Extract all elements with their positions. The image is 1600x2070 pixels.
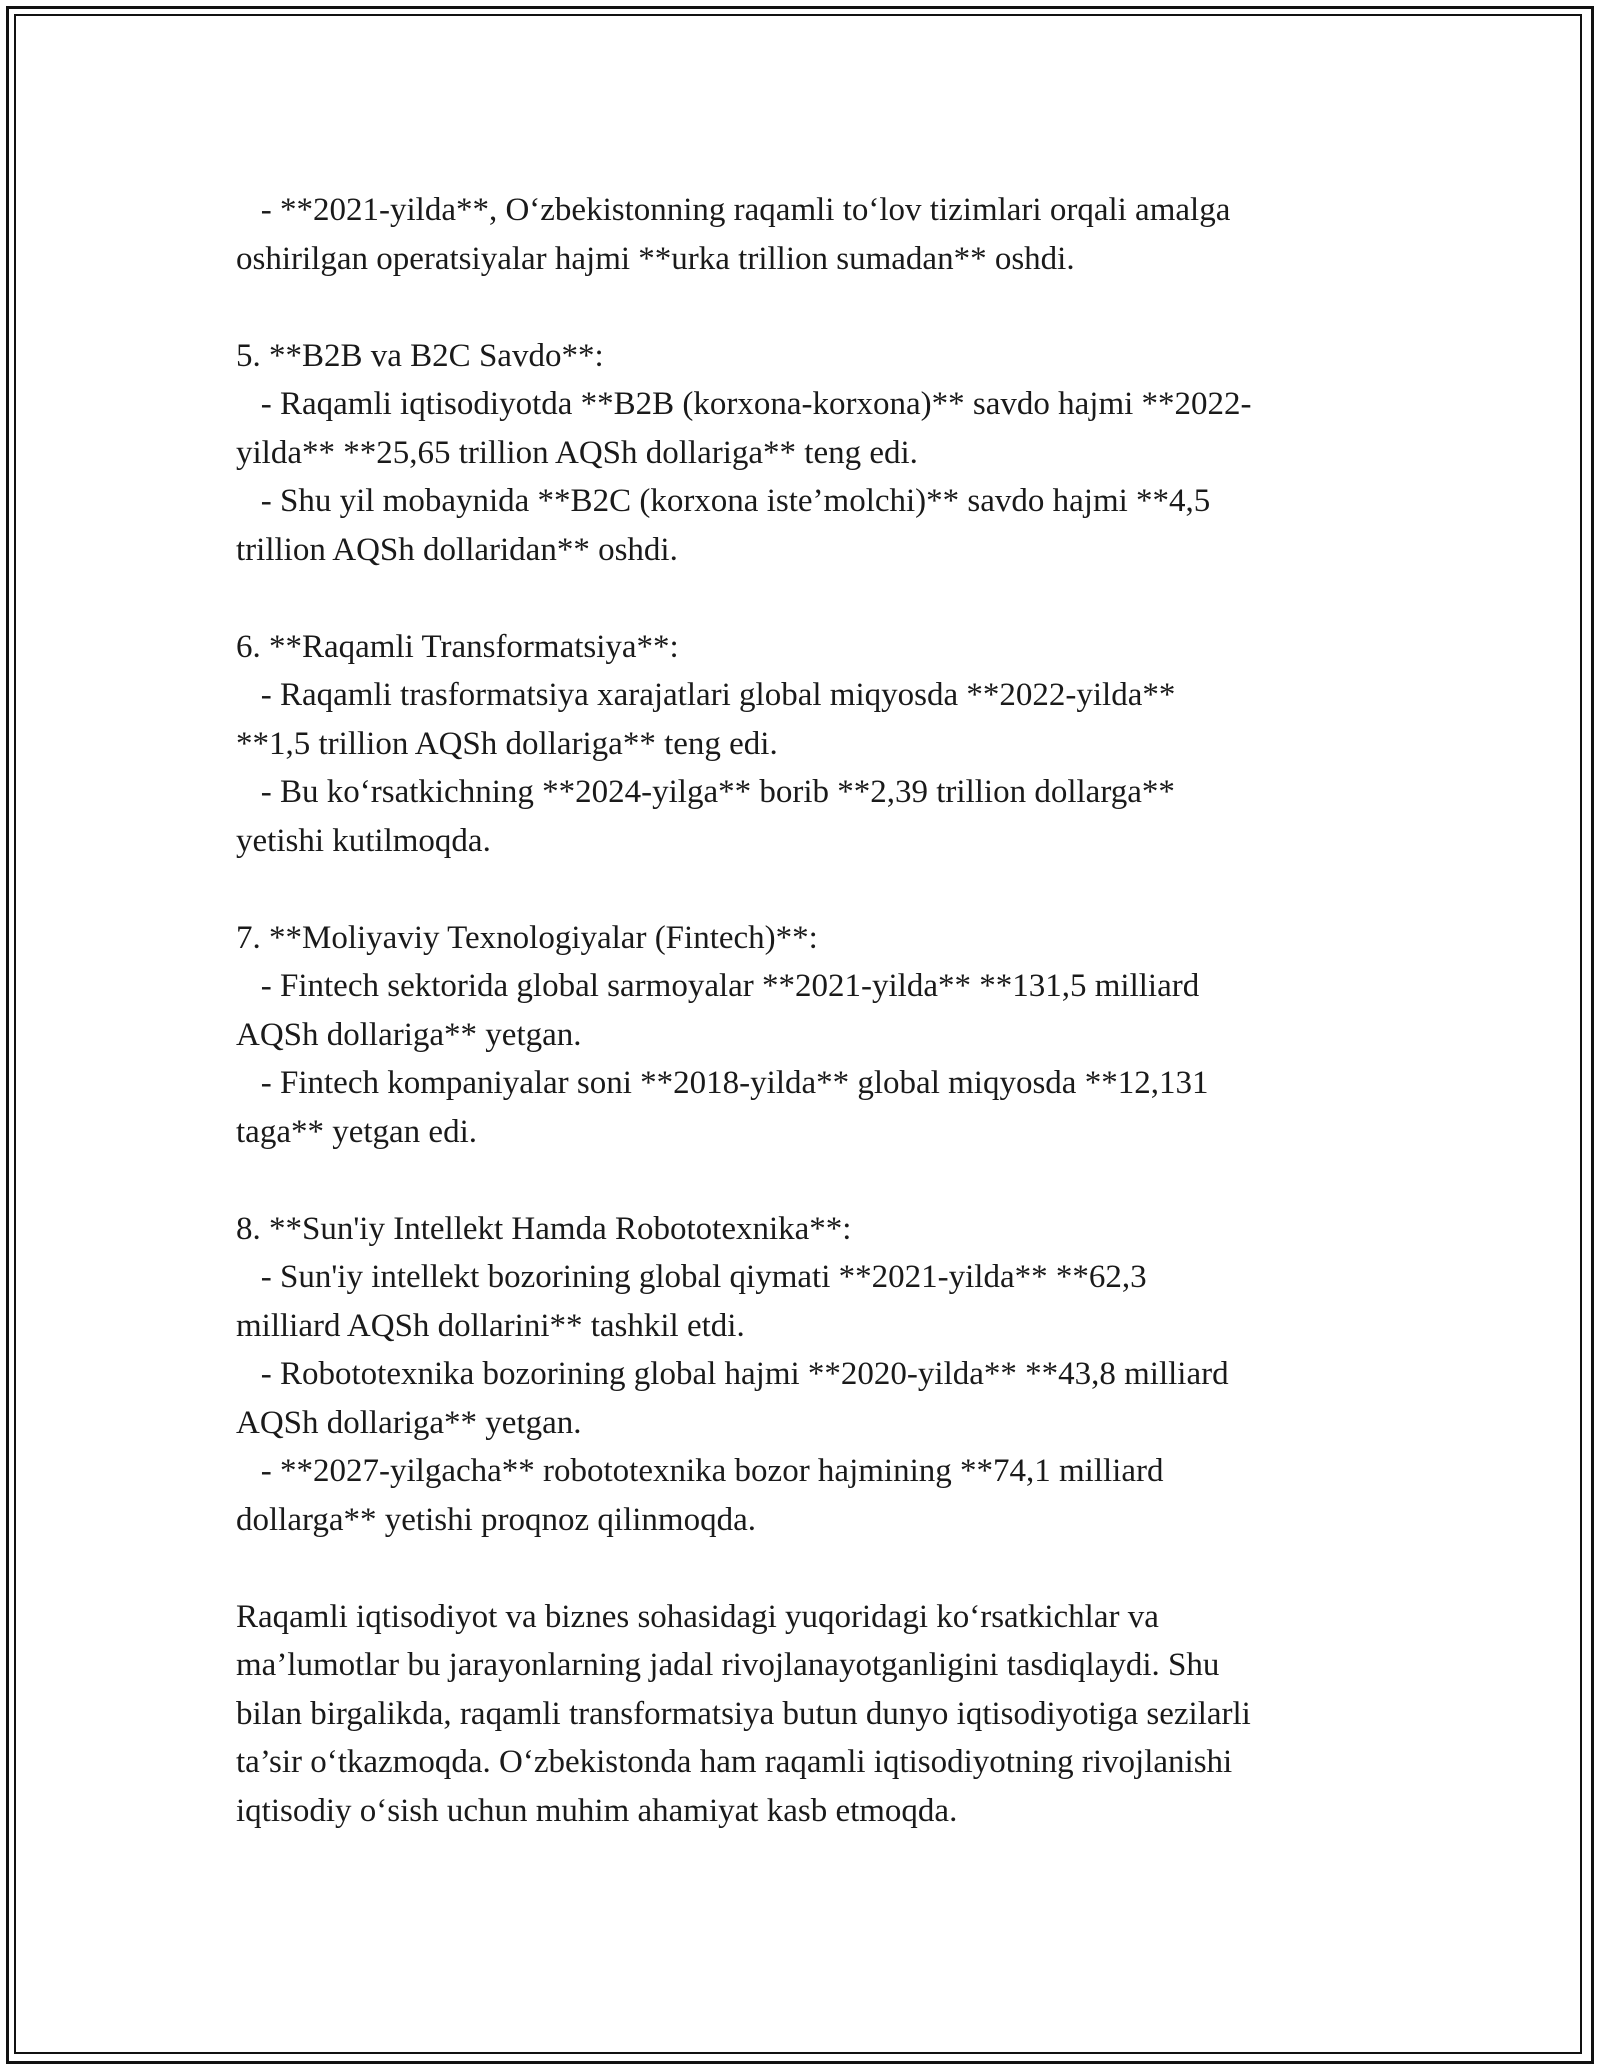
blank-line bbox=[236, 283, 1376, 332]
text-line: - Raqamli iqtisodiyotda **B2B (korxona-korxona)** savdo hajmi **2022- bbox=[236, 386, 1252, 422]
conclusion-line: ma’lumotlar bu jarayonlarning jadal rivojlanayotganligini tasdiqlaydi. Shu bbox=[236, 1647, 1220, 1683]
blank-line bbox=[236, 574, 1376, 623]
text-line: - Sun'iy intellekt bozorining global qiymati **2021-yilda** **62,3 bbox=[236, 1259, 1147, 1295]
text-line: yilda** **25,65 trillion AQSh dollariga** teng edi. bbox=[236, 434, 918, 471]
text-line: AQSh dollariga** yetgan. bbox=[236, 1404, 582, 1441]
conclusion-line: bilan birgalikda, raqamli transformatsiya butun dunyo iqtisodiyotiga sezilarli bbox=[236, 1695, 1251, 1732]
conclusion-line: Raqamli iqtisodiyot va biznes sohasidagi yuqoridagi ko‘rsatkichlar va bbox=[236, 1598, 1159, 1635]
text-line: oshirilgan operatsiyalar hajmi **urka trillion sumadan** oshdi. bbox=[236, 240, 1075, 277]
text-line: - Fintech sektorida global sarmoyalar **2021-yilda** **131,5 milliard bbox=[236, 968, 1200, 1004]
text-line: AQSh dollariga** yetgan. bbox=[236, 1016, 582, 1053]
text-line: - Bu ko‘rsatkichning **2024-yilga** borib **2,39 trillion dollarga** bbox=[236, 774, 1175, 810]
text-line: milliard AQSh dollarini** tashkil etdi. bbox=[236, 1307, 745, 1344]
blank-line bbox=[236, 865, 1376, 914]
section-heading: 7. **Moliyaviy Texnologiyalar (Fintech)**: bbox=[236, 919, 818, 956]
text-line: - Fintech kompaniyalar soni **2018-yilda** global miqyosda **12,131 bbox=[236, 1065, 1209, 1101]
text-line: taga** yetgan edi. bbox=[236, 1113, 477, 1150]
text-line: trillion AQSh dollaridan** oshdi. bbox=[236, 531, 678, 568]
text-line: - **2021-yilda**, O‘zbekistonning raqamli to‘lov tizimlari orqali amalga bbox=[236, 192, 1231, 228]
conclusion-line: iqtisodiy o‘sish uchun muhim ahamiyat kasb etmoqda. bbox=[236, 1792, 958, 1829]
text-line: dollarga** yetishi proqnoz qilinmoqda. bbox=[236, 1501, 756, 1538]
section-heading: 5. **B2B va B2C Savdo**: bbox=[236, 337, 604, 374]
blank-line bbox=[236, 1544, 1376, 1593]
blank-line bbox=[236, 1156, 1376, 1205]
text-line: yetishi kutilmoqda. bbox=[236, 822, 491, 859]
text-line: - Shu yil mobaynida **B2C (korxona iste’molchi)** savdo hajmi **4,5 bbox=[236, 483, 1211, 519]
section-heading: 6. **Raqamli Transformatsiya**: bbox=[236, 628, 679, 665]
text-line: **1,5 trillion AQSh dollariga** teng edi. bbox=[236, 725, 778, 762]
text-line: - Raqamli trasformatsiya xarajatlari global miqyosda **2022-yilda** bbox=[236, 677, 1176, 713]
document-body bbox=[236, 186, 1376, 1835]
text-line: - Robototexnika bozorining global hajmi **2020-yilda** **43,8 milliard bbox=[236, 1356, 1229, 1392]
conclusion-line: ta’sir o‘tkazmoqda. O‘zbekistonda ham raqamli iqtisodiyotning rivojlanishi bbox=[236, 1744, 1233, 1780]
text-line: - **2027-yilgacha** robototexnika bozor hajmining **74,1 milliard bbox=[236, 1453, 1164, 1489]
section-heading: 8. **Sun'iy Intellekt Hamda Robototexnika**: bbox=[236, 1210, 852, 1247]
